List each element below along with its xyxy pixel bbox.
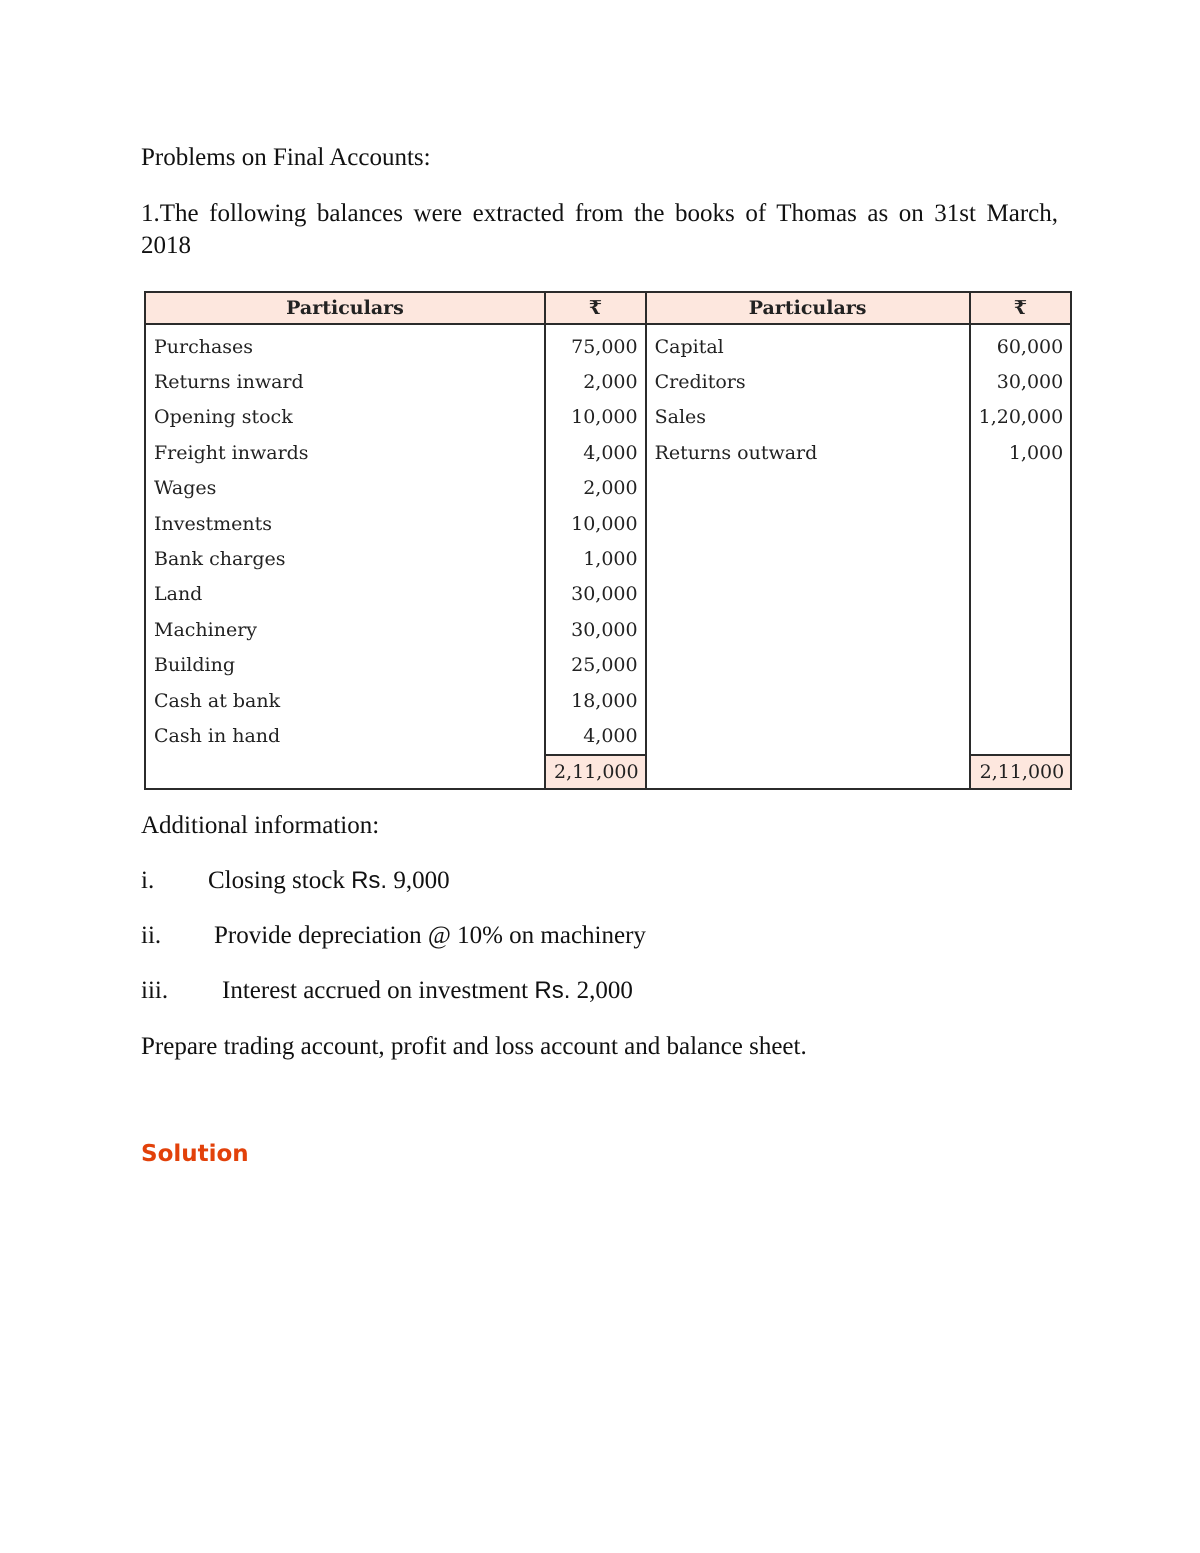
debit-particular: Wages [145,471,545,506]
item-text [222,975,633,1007]
credit-amount [970,471,1072,506]
debit-amount: 1,000 [545,541,646,576]
credit-particular: Creditors [646,364,970,399]
table-row [145,541,1071,576]
debit-particular: Returns inward [145,364,545,399]
credit-amount: 1,20,000 [970,400,1072,435]
debit-amount: 10,000 [545,400,646,435]
debit-particular: Investments [145,506,545,541]
page-title: Problems on Final Accounts: [141,144,431,171]
debit-amount: 2,000 [545,471,646,506]
credit-particular [646,541,970,576]
item-amount: 9,000 [387,867,450,894]
credit-amount: 1,000 [970,435,1072,470]
instruction-text: Prepare trading account, profit and loss account and balance sheet. [141,1033,807,1060]
item-number: iii. [141,977,169,1004]
item-number: ii. [141,922,162,949]
credit-amount: 30,000 [970,364,1072,399]
credit-amount [970,506,1072,541]
table-row [145,506,1071,541]
credit-particular: Capital [646,324,970,364]
totals-blank-left [145,755,545,789]
trial-balance-table [144,291,1072,790]
table-row [145,400,1071,435]
debit-particular: Opening stock [145,400,545,435]
table-row [145,471,1071,506]
debit-particular: Machinery [145,612,545,647]
table-row [145,683,1071,718]
table-row [145,718,1071,754]
totals-row [145,755,1071,789]
item-number: i. [141,867,155,894]
credit-amount [970,577,1072,612]
credit-amount [970,648,1072,683]
table-row [145,577,1071,612]
credit-particular [646,612,970,647]
table-row [145,612,1071,647]
debit-amount: 30,000 [545,577,646,612]
header-rupee-debit: ₹ [545,292,646,324]
debit-particular: Building [145,648,545,683]
item-text: Provide depreciation @ 10% on machinery [214,922,646,949]
debit-particular: Land [145,577,545,612]
credit-particular [646,471,970,506]
debit-amount: 75,000 [545,324,646,364]
table-row [145,435,1071,470]
header-particulars-debit: Particulars [145,292,545,324]
credit-amount [970,612,1072,647]
item-text [208,865,450,897]
totals-blank-right [646,755,970,789]
header-rupee-credit: ₹ [970,292,1072,324]
item-text-part: Interest accrued on investment [222,977,535,1004]
header-particulars-credit: Particulars [646,292,970,324]
table-row [145,648,1071,683]
credit-particular [646,506,970,541]
table-row [145,324,1071,364]
debit-amount: 30,000 [545,612,646,647]
solution-heading: Solution [141,1141,249,1167]
credit-particular [646,577,970,612]
debit-total: 2,11,000 [545,755,646,789]
debit-particular: Bank charges [145,541,545,576]
debit-amount: 10,000 [545,506,646,541]
debit-amount: 4,000 [545,435,646,470]
debit-amount: 18,000 [545,683,646,718]
rs-label: Rs. [351,867,388,894]
credit-particular [646,683,970,718]
credit-particular [646,648,970,683]
credit-amount [970,683,1072,718]
credit-particular [646,718,970,754]
debit-amount: 2,000 [545,364,646,399]
additional-info-heading: Additional information: [141,812,380,839]
debit-particular: Freight inwards [145,435,545,470]
debit-particular: Cash in hand [145,718,545,754]
item-amount: 2,000 [570,977,633,1004]
rs-label: Rs. [534,977,571,1004]
problem-statement: 1.The following balances were extracted from the books of Thomas as on 31st March, 2018 [141,200,1058,259]
credit-amount: 60,000 [970,324,1072,364]
credit-particular: Sales [646,400,970,435]
credit-total: 2,11,000 [970,755,1072,789]
credit-amount [970,718,1072,754]
debit-particular: Purchases [145,324,545,364]
table-row [145,364,1071,399]
credit-particular: Returns outward [646,435,970,470]
debit-particular: Cash at bank [145,683,545,718]
debit-amount: 4,000 [545,718,646,754]
item-text-part: Closing stock [208,867,352,894]
debit-amount: 25,000 [545,648,646,683]
credit-amount [970,541,1072,576]
table-header-row [145,292,1071,324]
